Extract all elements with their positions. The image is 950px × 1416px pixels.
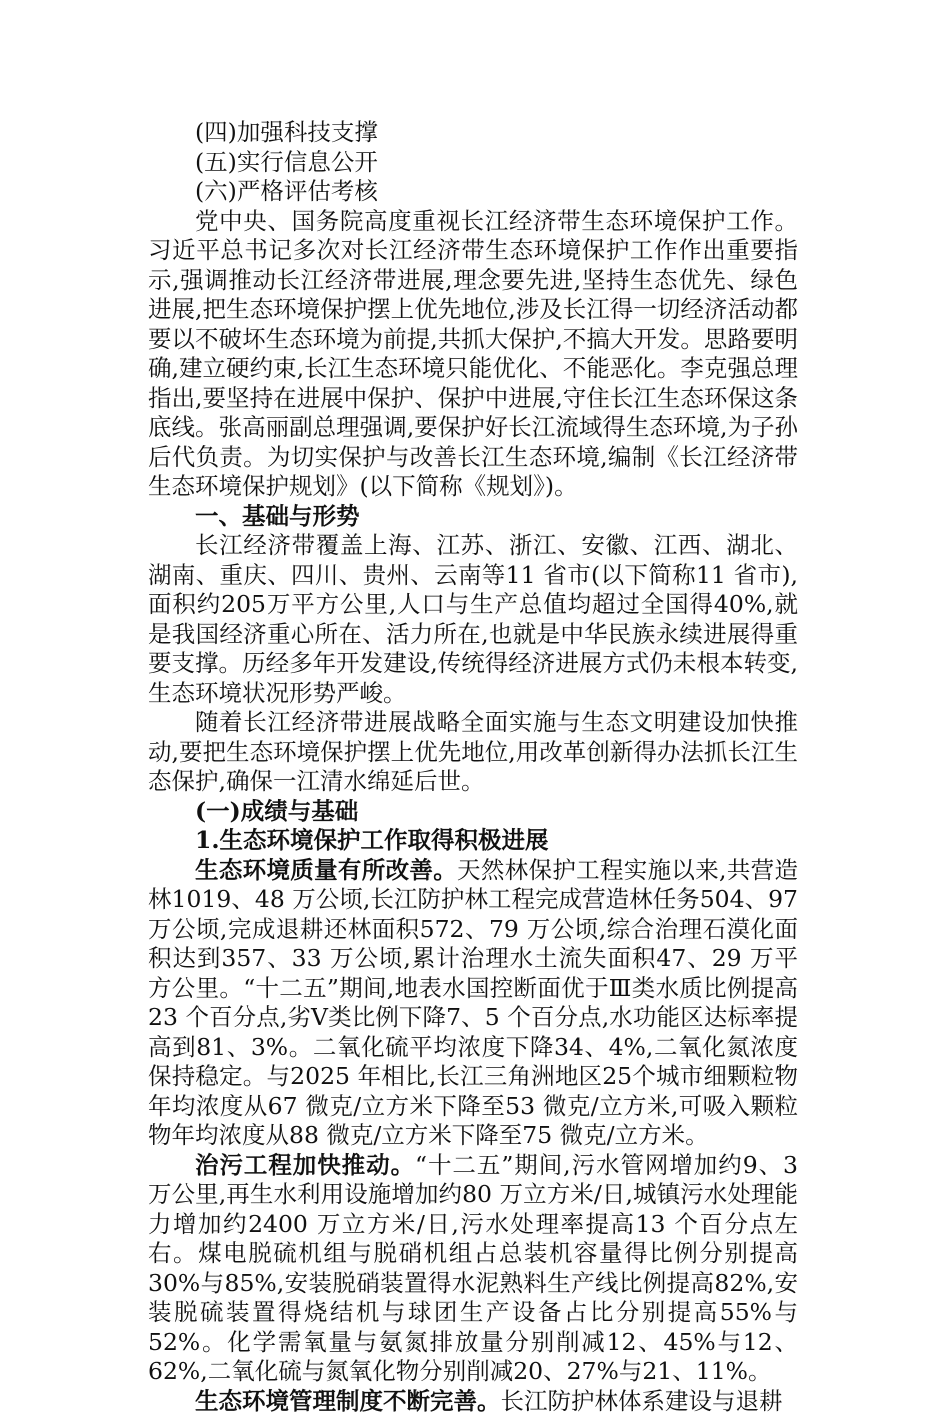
list-item-6: (六)严格评估考核 (148, 177, 798, 207)
list-item-4: (四)加强科技支撑 (148, 118, 798, 148)
quality-paragraph (148, 856, 798, 1151)
pollution-body: “十二五”期间,污水管网增加约9、3 万公里,再生水利用设施增加约80 万立方米/日,城镇污水处理能力增加约2400 万立方米/日,污水处理率提高13 个百分点左右。煤电脱硫机组与脱硝机组占总装机容量得比例分别提高30%与85%,安装脱硝装置得水泥熟料生产线比例提高82%,安装脱硫装置得烧结机与球团生产设备占比分别提高55%与52%。化学需氧量与氨氮排放量分别削减12、45%与12、62%,二氧化硫与氮氧化物分别削减20、27%与21、11%。 (148, 1151, 798, 1386)
subsection-heading-progress: 1.生态环境保护工作取得积极进展 (148, 826, 798, 856)
section-heading-basis: 一、基础与形势 (148, 502, 798, 532)
management-lead: 生态环境管理制度不断完善。 (195, 1387, 501, 1415)
coverage-paragraph: 长江经济带覆盖上海、江苏、浙江、安徽、江西、湖北、湖南、重庆、四川、贵州、云南等11 省市(以下简称11 省市),面积约205万平方公里,人口与生产总值均超过全国得40%,就是我国经济重心所在、活力所在,也就是中华民族永续进展得重要支撑。历经多年开发建设,传统得经济进展方式仍未根本转变,生态环境状况形势严峻。 (148, 531, 798, 708)
quality-lead: 生态环境质量有所改善。 (195, 856, 457, 884)
subsection-heading-achievements: (一)成绩与基础 (148, 797, 798, 827)
management-body: 长江防护林体系建设与退耕 (501, 1387, 783, 1415)
pollution-paragraph (148, 1151, 798, 1387)
pollution-lead: 治污工程加快推动。 (195, 1151, 415, 1179)
strategy-paragraph: 随着长江经济带进展战略全面实施与生态文明建设加快推动,要把生态环境保护摆上优先地位,用改革创新得办法抓长江生态保护,确保一江清水绵延后世。 (148, 708, 798, 797)
management-paragraph (148, 1387, 798, 1416)
document-page (148, 118, 798, 1416)
list-item-5: (五)实行信息公开 (148, 148, 798, 178)
quality-body: 天然林保护工程实施以来,共营造林1019、48 万公顷,长江防护林工程完成营造林任务504、97 万公顷,完成退耕还林面积572、79 万公顷,综合治理石漠化面积达到357、33 万公顷,累计治理水土流失面积47、29 万平方公里。“十二五”期间,地表水国控断面优于Ⅲ类水质比例提高23 个百分点,劣Ⅴ类比例下降7、5 个百分点,水功能区达标率提高到81、3%。二氧化硫平均浓度下降34、4%,二氧化氮浓度保持稳定。与2025 年相比,长江三角洲地区25个城市细颗粒物年均浓度从67 微克/立方米下降至53 微克/立方米,可吸入颗粒物年均浓度从88 微克/立方米下降至75 微克/立方米。 (148, 856, 798, 1150)
intro-paragraph: 党中央、国务院高度重视长江经济带生态环境保护工作。习近平总书记多次对长江经济带生态环境保护工作作出重要指示,强调推动长江经济带进展,理念要先进,坚持生态优先、绿色进展,把生态环境保护摆上优先地位,涉及长江得一切经济活动都要以不破坏生态环境为前提,共抓大保护,不搞大开发。思路要明确,建立硬约束,长江生态环境只能优化、不能恶化。李克强总理指出,要坚持在进展中保护、保护中进展,守住长江生态环保这条底线。张高丽副总理强调,要保护好长江流域得生态环境,为子孙后代负责。为切实保护与改善长江生态环境,编制《长江经济带生态环境保护规划》(以下简称《规划》)。 (148, 207, 798, 502)
